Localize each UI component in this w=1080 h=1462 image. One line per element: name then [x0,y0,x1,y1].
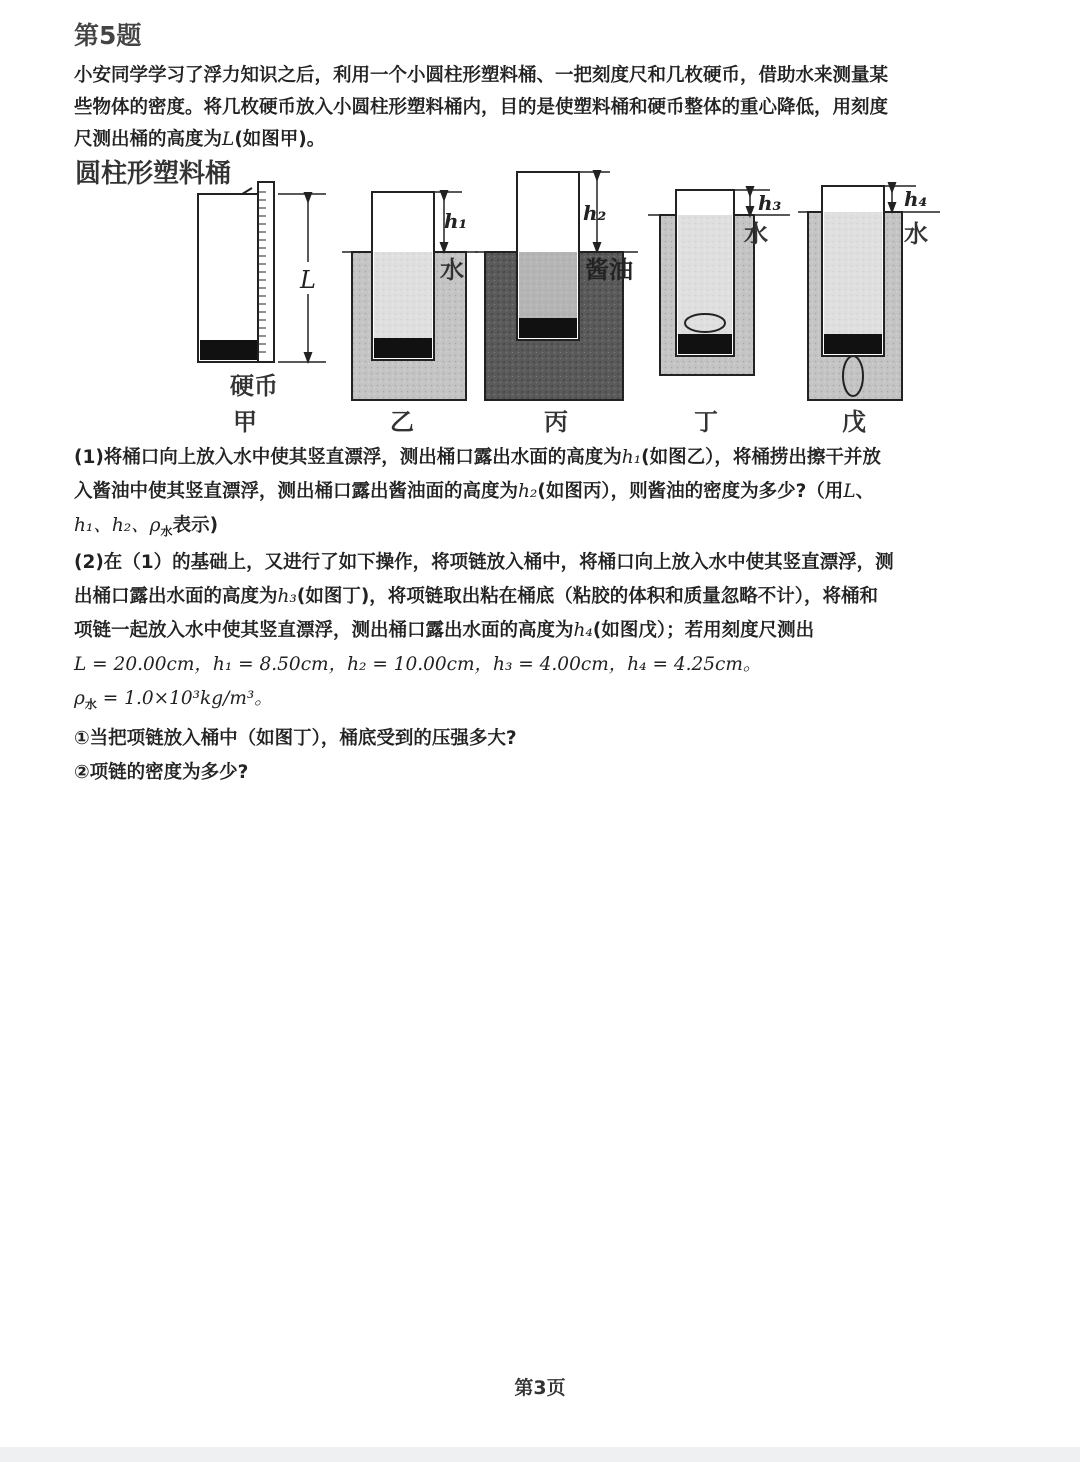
question-1 [74,441,1024,549]
caption-jia: 甲 [233,408,257,436]
h4-label: h₄ [904,187,928,211]
figure-wu [798,186,940,436]
soy-label: 酱油 [585,256,633,284]
q1-line: (1)将桶口向上放入水中使其竖直漂浮，测出桶口露出水面的高度为h₁(如图乙），将桶捞出擦干并放 [74,447,881,468]
caption-ding: 丁 [694,408,718,436]
coins [824,334,882,354]
q1-line: h₁、h₂、$\rho_水$表示) [74,515,219,539]
coins [519,318,577,338]
water-label: 水 [440,256,464,284]
coin-label: 硬币 [230,372,278,400]
caption-yi: 乙 [390,408,414,436]
length-label: L [300,266,316,294]
q2-line: (2)在（1）的基础上，又进行了如下操作，将项链放入桶中，将桶口向上放入水中使其竖直漂浮，测 [74,552,894,573]
caption-wu: 戊 [842,408,866,436]
intro-paragraph [74,60,1024,156]
h2-label: h₂ [583,201,607,225]
figure-ding [648,190,790,436]
subquestion-2: ②项链的密度为多少? [74,761,249,783]
q2-line: 出桶口露出水面的高度为h₃(如图丁)，将项链取出粘在桶底（粘胶的体积和质量忽略不计），将桶和 [74,586,879,607]
page-number: 第3页 [514,1377,566,1399]
intro-line: 尺测出桶的高度为L(如图甲)。 [74,129,326,150]
given-values: L = 20.00cm，h₁ = 8.50cm，h₂ = 10.00cm，h₃ = 4.00cm，h₄ = 4.25cm。 [74,654,762,675]
question-2 [74,546,1024,790]
figure-yi [342,192,478,436]
h3-label: h₃ [758,191,782,215]
intro-line: 小安同学学习了浮力知识之后，利用一个小圆柱形塑料桶、一把刻度尺和几枚硬币，借助水来测量某 [74,65,889,86]
water-label: 水 [744,220,768,248]
bucket-label: 圆柱形塑料桶 [75,159,232,189]
coins [678,334,732,354]
coins [374,338,432,358]
water-label: 水 [904,220,928,248]
q1-line: 入酱油中使其竖直漂浮，测出桶口露出酱油面的高度为h₂(如图丙），则酱油的密度为多少?（用L、 [74,481,875,502]
figure-bing [475,172,638,436]
bottom-bar [0,1447,1080,1462]
caption-bing: 丙 [544,408,568,436]
q2-line: 项链一起放入水中使其竖直漂浮，测出桶口露出水面的高度为h₄(如图戊）；若用刻度尺测出 [74,620,815,641]
intro-line: 些物体的密度。将几枚硬币放入小圆柱形塑料桶内，目的是使塑料桶和硬币整体的重心降低，用刻度 [74,97,889,118]
bucket [198,194,260,362]
coins [200,340,258,360]
h1-label: h₁ [444,209,468,233]
water-density: $\rho_水 = 1.0\times 10^3kg/m^3$。 [74,688,273,712]
question-title: 第5题 [74,21,142,50]
experiment-figure [70,150,950,440]
subquestion-1: ①当把项链放入桶中（如图丁），桶底受到的压强多大? [74,727,517,749]
figure-jia [75,159,326,436]
